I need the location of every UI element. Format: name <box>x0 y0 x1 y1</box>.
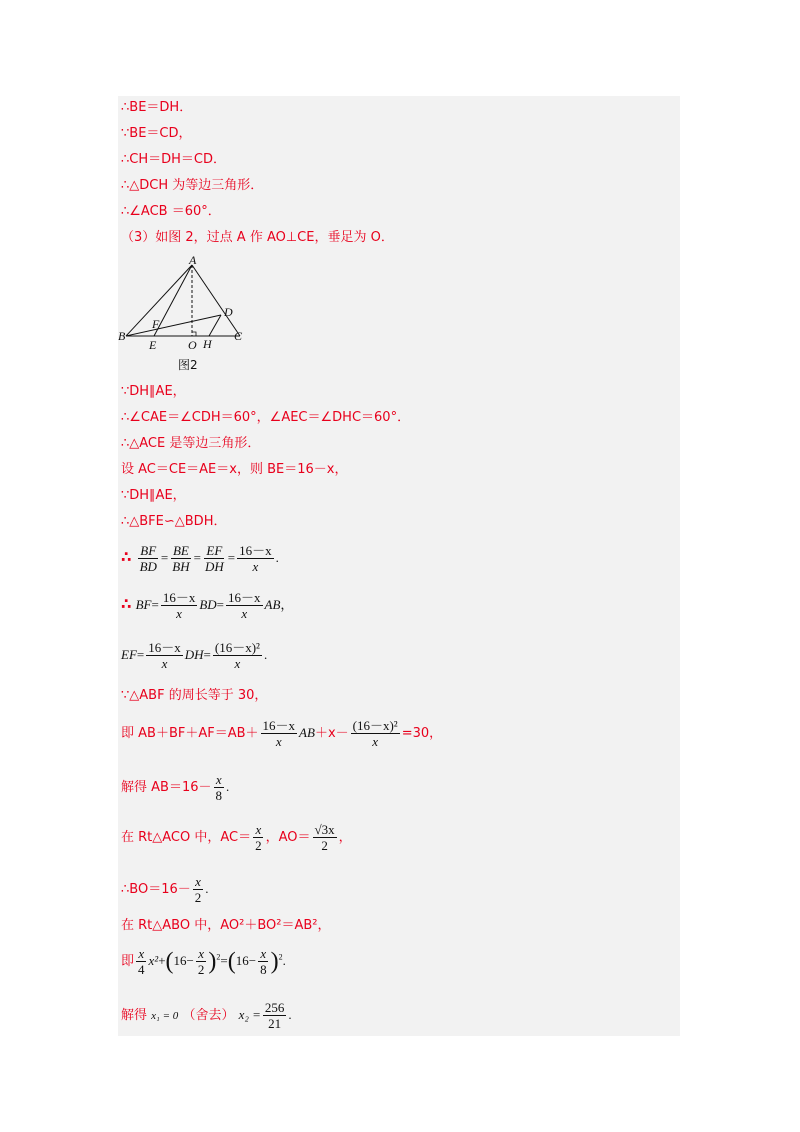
label-h: H <box>203 337 212 351</box>
segment-ac <box>192 265 240 336</box>
fraction-bf-bd: $\frac{BF}{BD}$ <box>139 543 157 574</box>
line-rt-abo: 在 Rt△ABO 中，AO²＋BO²＝AB²， <box>121 918 331 933</box>
line-rt-aco: 在 Rt△ACO 中，AC＝ $\frac{x}{2}$ ，AO＝ $\frac{√3x}{2}$ ， <box>121 822 352 853</box>
fraction-x-8: $\frac{x}{8}$ <box>215 772 222 803</box>
fraction-sqrt3x-2: $\frac{√3x}{2}$ <box>314 822 335 853</box>
line-bf-expression: ∴ BF= $\frac{16-x}{x}$ BD= $\frac{16-x}{x}$ AB， <box>121 590 294 621</box>
line-ch-dh-cd: ∴CH＝DH＝CD． <box>121 152 226 167</box>
geometry-figure-2 <box>118 256 253 356</box>
right-angle-mark <box>192 332 196 336</box>
therefore-symbol: ∴ <box>121 548 132 566</box>
label-c: C <box>234 329 243 343</box>
line-let-x: 设 AC＝CE＝AE＝x，则 BE＝16－x， <box>121 462 348 477</box>
line-angle-acb: ∴∠ACB ＝60°． <box>121 204 221 219</box>
fraction-16mx-x-4: $\frac{16-x}{x}$ <box>148 640 181 671</box>
line-ratio-equation: ∴ $\frac{BF}{BD}$ = $\frac{BE}{BH}$ = $\frac{EF}{DH}$ = $\frac{16-x}{x}$ . <box>121 543 279 574</box>
fraction-x-4: $\frac{x}{4}$ <box>138 946 145 977</box>
therefore-symbol-2: ∴ <box>121 595 132 613</box>
fraction-16mx-x-5: $\frac{16-x}{x}$ <box>262 718 296 749</box>
fraction-x-2: $\frac{x}{2}$ <box>255 822 262 853</box>
segment-bd <box>126 315 221 336</box>
line-dh-parallel-ae-2: ∵DH∥AE， <box>121 488 186 503</box>
line-similar-triangles: ∴△BFE∽△BDH． <box>121 514 227 529</box>
line-be-dh: ∴BE＝DH． <box>121 100 193 115</box>
line-perimeter-equation: 即 AB＋BF＋AF＝AB＋ $\frac{16-x}{x}$ AB＋x－ $\frac{\text{(16－x)²}}{x}$ =30， <box>121 718 443 749</box>
fraction-x-2-c: $\frac{x}{2}$ <box>197 946 205 977</box>
figure-caption: 图2 <box>178 358 198 372</box>
fraction-16mx-x-3: $\frac{16-x}{x}$ <box>228 590 261 621</box>
fraction-be-bh: $\frac{BE}{BH}$ <box>172 543 190 574</box>
label-e: E <box>149 338 157 352</box>
line-equilateral-ace: ∴△ACE 是等边三角形． <box>121 436 261 451</box>
line-ef-expression: EF= $\frac{16-x}{x}$ DH= $\frac{\text{(16－x)²}}{x}$ . <box>121 640 268 671</box>
segment-dh <box>209 315 221 336</box>
line-ab-result: 解得 AB＝16－ $\frac{x}{8}$ . <box>121 772 230 803</box>
fraction-16mx-sq-x: $\frac{\text{(16－x)²}}{x}$ <box>214 640 260 671</box>
line-bo: ∴BO＝16－ $\frac{x}{2}$ . <box>121 874 209 905</box>
line-dh-parallel-ae: ∵DH∥AE， <box>121 384 186 399</box>
line-solution: 解得 x₁ = 0 （舍去） x₂ = $\frac{256}{21}$ . <box>121 1000 292 1031</box>
line-be-cd: ∵BE＝CD， <box>121 126 192 141</box>
fraction-ef-dh: $\frac{EF}{DH}$ <box>204 543 224 574</box>
label-f: F <box>152 317 160 331</box>
label-a: A <box>189 256 197 267</box>
fraction-x-8-b: $\frac{x}{8}$ <box>260 946 267 977</box>
line-angles-60: ∴∠CAE＝∠CDH＝60°，∠AEC＝∠DHC＝60°． <box>121 410 411 425</box>
line-pythagoras: 即 $\frac{x}{4}$ x²+(16− $\frac{x}{2}$ )$^2$=(16− $\frac{x}{8}$ )$^2$. <box>121 946 286 977</box>
label-o: O <box>188 338 197 352</box>
line-part3-intro: （3）如图 2，过点 A 作 AO⊥CE，垂足为 O． <box>121 230 394 245</box>
line-perimeter-30: ∵△ABF 的周长等于 30， <box>121 688 268 703</box>
fraction-16mx-x-2: $\frac{16-x}{x}$ <box>162 590 196 621</box>
fraction-16mx-sq-x-2: $\frac{\text{(16－x)²}}{x}$ <box>352 718 398 749</box>
fraction-16mx-x: $\frac{16-x}{x}$ <box>239 543 272 574</box>
label-b: B <box>118 329 126 343</box>
line-equilateral-dch: ∴△DCH 为等边三角形． <box>121 178 264 193</box>
fraction-x-2-b: $\frac{x}{2}$ <box>194 874 202 905</box>
label-d: D <box>224 305 233 319</box>
fraction-256-21: $\frac{256}{21}$ <box>264 1000 285 1031</box>
